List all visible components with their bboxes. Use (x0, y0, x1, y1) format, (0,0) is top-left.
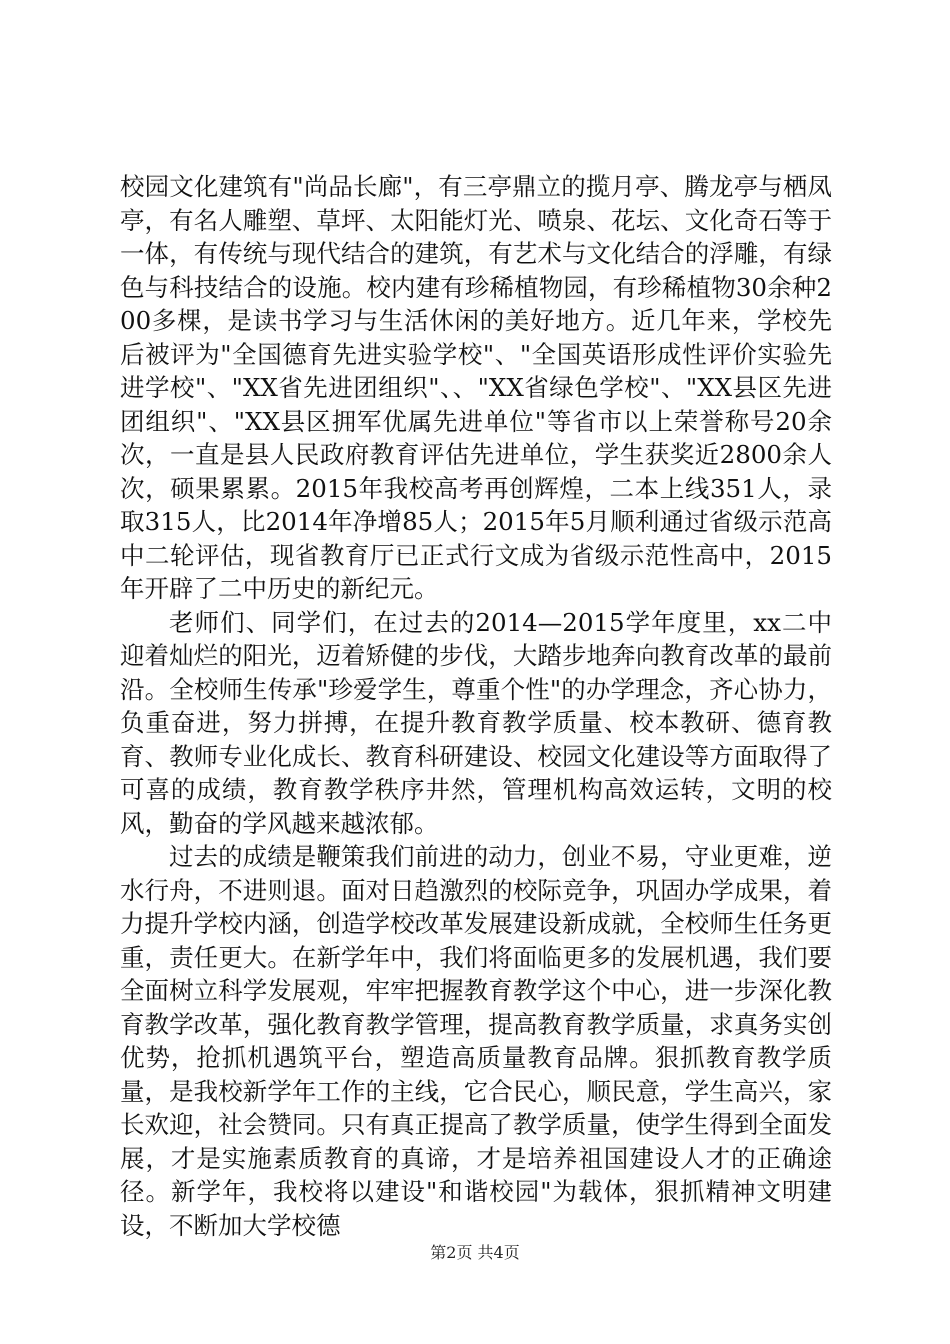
paragraph-campus-culture: 校园文化建筑有"尚品长廊"，有三亭鼎立的揽月亭、腾龙亭与栖凤亭，有名人雕塑、草坪、太阳能灯光、喷泉、花坛、文化奇石等于一体，有传统与现代结合的建筑，有艺术与文化结合的浮雕，有绿色与科技结合的设施。校内建有珍稀植物园，有珍稀植物30余种200多棵，是读书学习与生活休闲的美好地方。近几年来，学校先后被评为"全国德育先进实验学校"、"全国英语形成性评价实验先进学校"、"XX省先进团组织"、、"XX省绿色学校"、"XX县区先进团组织"、"XX县区拥军优属先进单位"等省市以上荣誉称号20余次，一直是县人民政府教育评估先进单位，学生获奖近2800余人次，硕果累累。2015年我校高考再创辉煌，二本上线351人，录取315人，比2014年净增85人；2015年5月顺利通过省级示范高中二轮评估，现省教育厅已正式行文成为省级示范性高中，2015年开辟了二中历史的新纪元。 (120, 172, 832, 603)
page-footer: 第2页 共4页 (430, 1243, 520, 1262)
paragraph-new-year-goals: 过去的成绩是鞭策我们前进的动力，创业不易，守业更难，逆水行舟，不进则退。面对日趋激烈的校际竞争，巩固办学成果，着力提升学校内涵，创造学校改革发展建设新成就，全校师生任务更重，责任更大。在新学年中，我们将面临更多的发展机遇，我们要全面树立科学发展观，牢牢把握教育教学这个中心，进一步深化教育教学改革，强化教育教学管理，提高教育教学质量，求真务实创优势，抢抓机遇筑平台，塑造高质量教育品牌。狠抓教育教学质量，是我校新学年工作的主线，它合民心，顺民意，学生高兴，家长欢迎，社会赞同。只有真正提高了教学质量，使学生得到全面发展，才是实施素质教育的真谛，才是培养祖国建设人才的正确途径。新学年，我校将以建设"和谐校园"为载体，狠抓精神文明建设，不断加大学校德 (120, 842, 832, 1240)
document-body (120, 170, 832, 1242)
paragraph-achievements: 老师们、同学们，在过去的2014—2015学年度里，xx二中迎着灿烂的阳光，迈着矫健的步伐，大踏步地奔向教育改革的最前沿。全校师生传承"珍爱学生，尊重个性"的办学理念，齐心协力，负重奋进，努力拼搏，在提升教育教学质量、校本教研、德育教育、教师专业化成长、教育科研建设、校园文化建设等方面取得了可喜的成绩，教育教学秩序井然，管理机构高效运转，文明的校风，勤奋的学风越来越浓郁。 (120, 607, 832, 838)
